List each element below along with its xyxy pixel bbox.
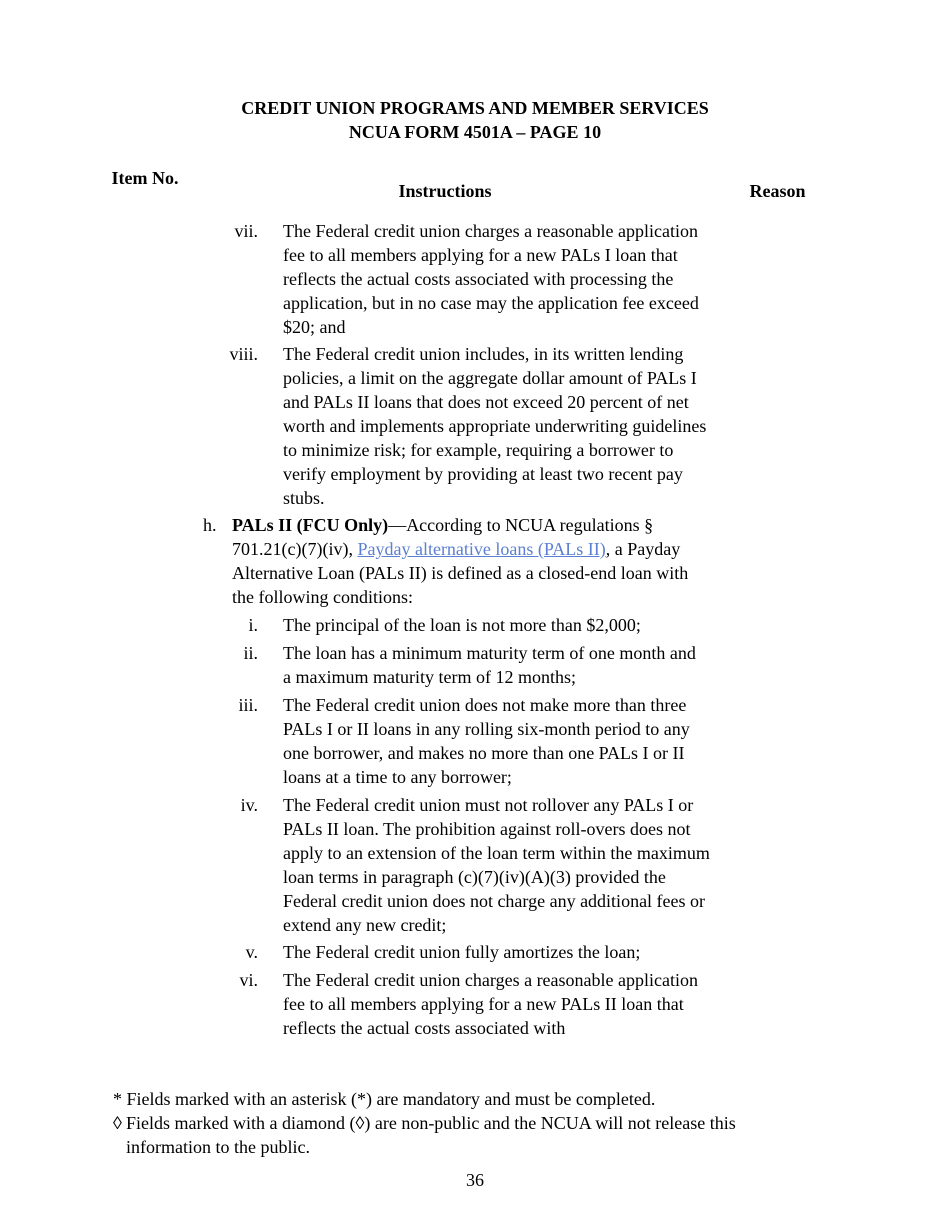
- footnote-diamond-text: Fields marked with a diamond (◊) are non-public and the NCUA will not release this information to the public.: [126, 1113, 736, 1157]
- title-line-1: CREDIT UNION PROGRAMS AND MEMBER SERVICES: [241, 98, 709, 118]
- sub-item-text-v: The Federal credit union fully amortizes the loan;: [283, 942, 641, 962]
- section-h-title: PALs II (FCU Only): [232, 515, 389, 535]
- sub-item-number-i: i.: [248, 615, 258, 635]
- item-text-vii: The Federal credit union charges a reasonable application fee to all members applying for a new PALs I loan that reflects the actual costs associated with processing the application, but in no case may the application fee exceed $20; and: [283, 221, 699, 337]
- sub-item-text-vi: The Federal credit union charges a reasonable application fee to all members applying for a new PALs II loan that reflects the actual costs associated with: [283, 970, 698, 1038]
- sub-item-text-i: The principal of the loan is not more than $2,000;: [283, 615, 641, 635]
- sub-item-number-vi: vi.: [239, 970, 258, 990]
- page-number: 36: [466, 1170, 484, 1190]
- sub-item-number-iii: iii.: [238, 695, 258, 715]
- sub-item-text-iii: The Federal credit union does not make more than three PALs I or II loans in any rolling six-month period to any one borrower, and makes no more than one PALs I or II loans at a time to any borrower;: [283, 695, 690, 787]
- column-header-instructions: Instructions: [398, 181, 492, 201]
- footnote-diamond: [113, 1111, 813, 1159]
- title-line-2: NCUA FORM 4501A – PAGE 10: [348, 122, 602, 142]
- sub-item-number-iv: iv.: [240, 795, 258, 815]
- section-h-letter: h.: [203, 515, 217, 535]
- section-h-paragraph: [232, 513, 702, 609]
- pals-ii-regulation-link[interactable]: Payday alternative loans (PALs II): [357, 539, 606, 559]
- page-title: [0, 96, 950, 144]
- sub-item-text-ii: The loan has a minimum maturity term of one month and a maximum maturity term of 12 months;: [283, 643, 696, 687]
- item-number-vii: vii.: [234, 221, 258, 241]
- sub-item-text-iv: The Federal credit union must not rollover any PALs I or PALs II loan. The prohibition against roll-overs does not apply to an extension of the loan term within the maximum loan terms in paragraph (c)(7)(iv)(A)(3) provided the Federal credit union does not charge any additional fees or extend any new credit;: [283, 795, 710, 935]
- footnote-asterisk: * Fields marked with an asterisk (*) are mandatory and must be completed.: [113, 1089, 656, 1109]
- item-text-viii: The Federal credit union includes, in its written lending policies, a limit on the aggregate dollar amount of PALs I and PALs II loans that does not exceed 20 percent of net worth and implements appropriate underwriting guidelines to minimize risk; for example, requiring a borrower to verify employment by providing at least two recent pay stubs.: [283, 344, 707, 508]
- column-header-item-no: Item No.: [111, 168, 179, 188]
- diamond-icon: ◊: [113, 1113, 122, 1133]
- item-number-viii: viii.: [229, 344, 258, 364]
- section-h-tail: , a Payday Alternative Loan (PALs II) is defined as a closed-end loan with the following conditions:: [232, 539, 689, 607]
- sub-item-number-ii: ii.: [243, 643, 258, 663]
- section-h-lead: —According to NCUA regulations § 701.21(c)(7)(iv),: [232, 515, 654, 559]
- sub-item-number-v: v.: [245, 942, 258, 962]
- column-header-reason: Reason: [749, 181, 806, 201]
